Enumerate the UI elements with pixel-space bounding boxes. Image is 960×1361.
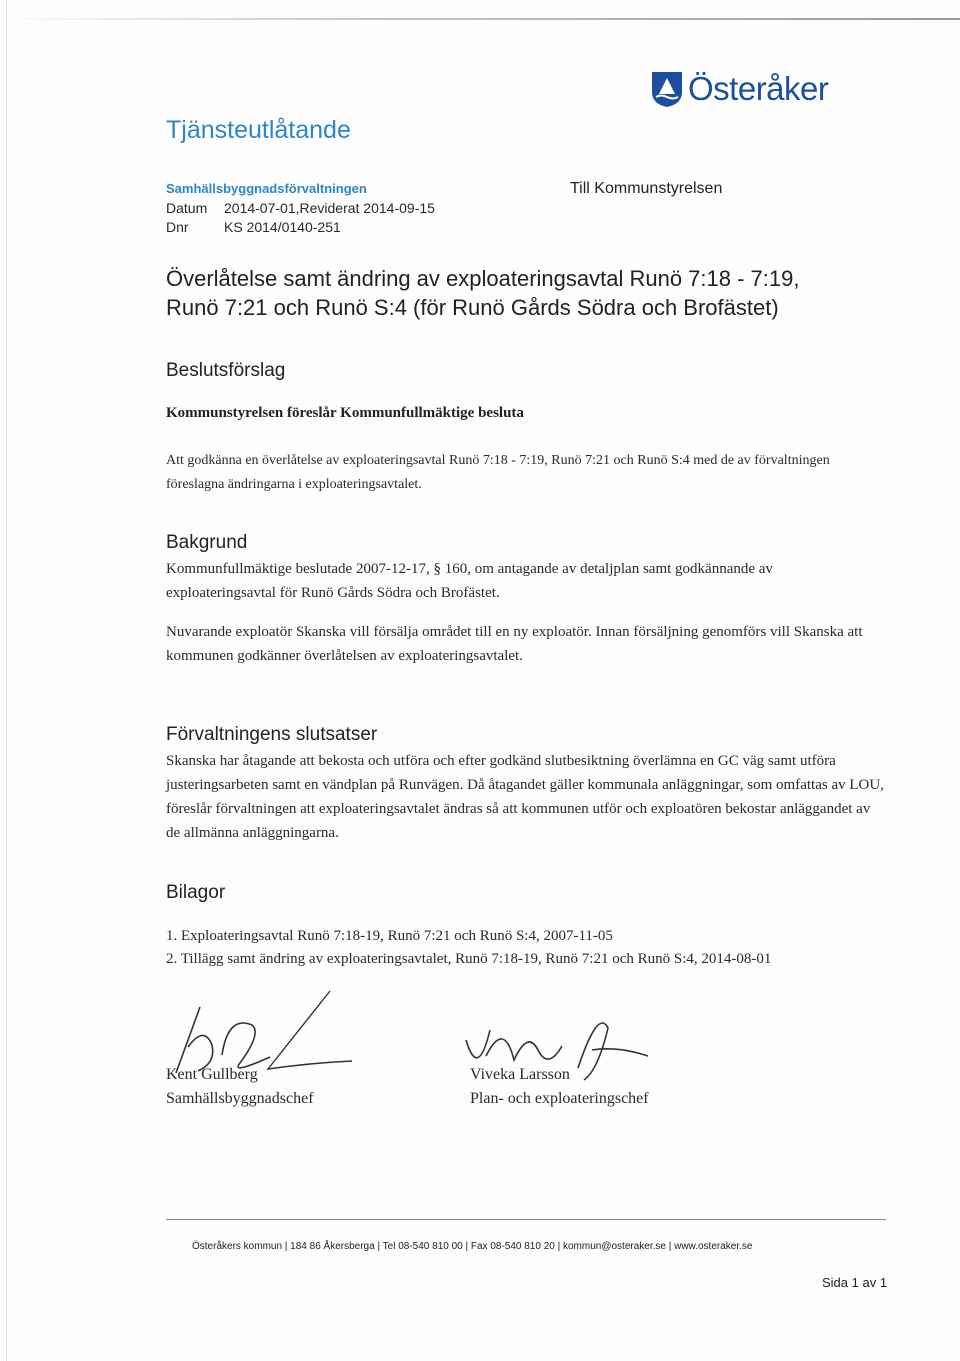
proposal-subheading: Kommunstyrelsen föreslår Kommunfullmäktige besluta [166,405,524,421]
background-heading: Bakgrund [166,532,248,553]
scan-artifact-line [0,18,960,20]
signatory-name: Kent Gullberg [166,1066,258,1083]
dnr-label: Dnr [166,219,189,235]
municipality-logo [650,70,828,108]
document-title-line1: Överlåtelse samt ändring av exploateringsavtal Runö 7:18 - 7:19, [166,266,800,291]
attachments-heading: Bilagor [166,882,226,903]
document-title-line2: Runö 7:21 och Runö S:4 (för Runö Gårds Södra och Brofästet) [166,295,779,320]
logo-wordmark: Österåker [688,70,829,107]
recipient: Till Kommunstyrelsen [570,180,723,197]
document-type: Tjänsteutlåtande [166,116,351,144]
background-paragraph-1: Kommunfullmäktige beslutade 2007-12-17, § 160, om antagande av detaljplan samt godkännande av exploateringsavtal för Runö Gårds Södra och Brofästet. [166,561,773,601]
conclusions-text: Skanska har åtagande att bekosta och utföra och efter godkänd slutbesiktning överlämna en GC väg samt utföra justeringsarbeten samt en vändplan på Runvägen. Då åtagandet gäller kommunala anläggningar, som omfattas av LOU, föreslår förvaltningen att exploateringsavtalet ändras så att kommunen utför och exploatören bekostar anläggandet av de allmänna anläggningarna. [166,753,884,841]
signature-block-1 [166,1063,314,1111]
signature-block-2 [470,1063,649,1111]
attachment-item: 1. Exploateringsavtal Runö 7:18-19, Runö 7:21 och Runö S:4, 2007-11-05 [166,928,613,944]
proposal-text: Att godkänna en överlåtelse av exploateringsavtal Runö 7:18 - 7:19, Runö 7:21 och Runö S:4 med de av förvaltningen föreslagna ändringarna i exploateringsavtalet. [166,453,830,492]
osteraker-crest-icon [650,70,684,108]
page-number: Sida 1 av 1 [822,1275,888,1290]
footer-contact: Österåkers kommun | 184 86 Åkersberga | Tel 08-540 810 00 | Fax 08-540 810 20 | kommun@osteraker.se | www.osteraker.se [192,1241,753,1252]
signatory-title: Samhällsbyggnadschef [166,1090,314,1107]
conclusions-heading: Förvaltningens slutsatser [166,724,378,745]
date-value: 2014-07-01,Reviderat 2014-09-15 [224,200,435,216]
date-label: Datum [166,200,208,216]
department-name: Samhällsbyggnadsförvaltningen [166,181,367,196]
signatory-title: Plan- och exploateringschef [470,1090,649,1107]
dnr-row [166,219,341,235]
footer-divider [166,1219,886,1220]
date-row [166,200,435,216]
signatory-name: Viveka Larsson [470,1066,570,1083]
background-paragraph-2: Nuvarande exploatör Skanska vill försälja området till en ny exploatör. Innan försäljning genomförs vill Skanska att kommunen godkänner överlåtelsen av exploateringsavtalet. [166,624,863,664]
proposal-heading: Beslutsförslag [166,360,286,381]
attachment-item: 2. Tillägg samt ändring av exploateringsavtalet, Runö 7:18-19, Runö 7:21 och Runö S:4, 2014-08-01 [166,951,772,967]
dnr-value: KS 2014/0140-251 [224,219,341,235]
page-edge [6,0,7,1361]
